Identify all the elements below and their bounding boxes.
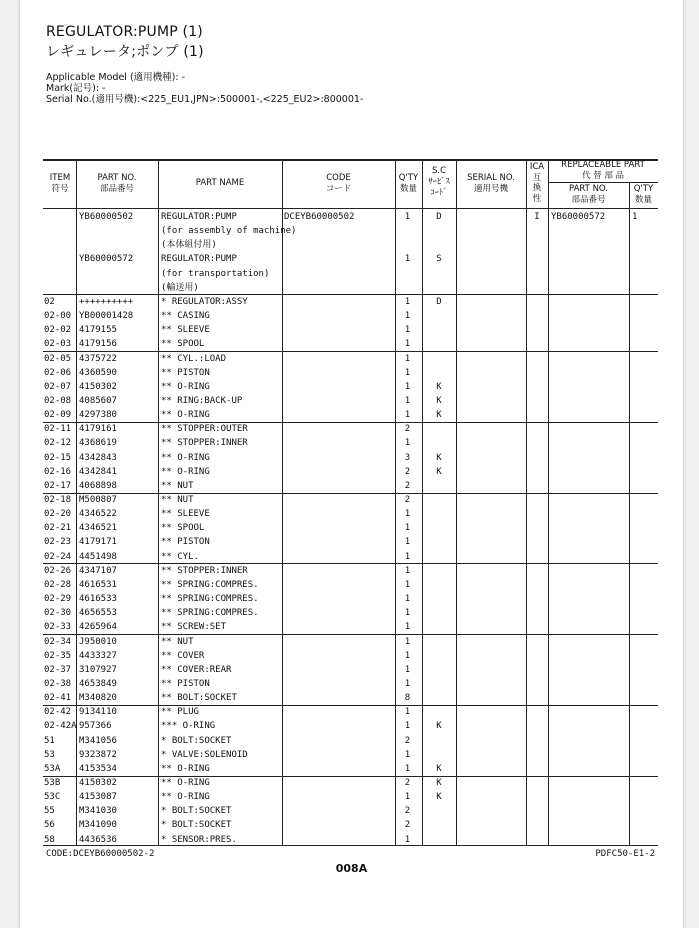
- part-name-cell: ** O-RING: [161, 381, 210, 392]
- part-no-cell: 4179155: [79, 325, 117, 336]
- part-name-cell: REGULATOR:PUMP: [161, 212, 237, 222]
- quantity-cell: 1: [404, 565, 411, 576]
- part-no-cell: 4068898: [79, 480, 117, 491]
- table-row: [20, 436, 683, 450]
- item-cell: 02-42A: [44, 721, 77, 732]
- service-code-cell: K: [436, 778, 442, 788]
- quantity-cell: 2: [404, 466, 411, 477]
- part-name-cell: ** STOPPER:INNER: [161, 438, 248, 449]
- table-row: [20, 309, 683, 323]
- table-row: [20, 422, 683, 436]
- item-cell: 02-37: [44, 664, 72, 675]
- part-no-cell: 4616533: [79, 594, 117, 605]
- part-name-cell: * VALVE:SOLENOID: [161, 749, 248, 760]
- header-code: CODE コード: [325, 173, 352, 194]
- part-name-cell: (for assembly of machine): [161, 226, 297, 237]
- part-no-cell: YB60000502: [79, 212, 134, 222]
- quantity-cell: 2: [404, 480, 411, 491]
- table-row: [20, 748, 683, 762]
- part-no-cell: 4179161: [79, 424, 117, 435]
- part-name-cell: ** NUT: [161, 636, 194, 647]
- part-name-cell: * BOLT:SOCKET: [161, 806, 232, 817]
- item-cell: 58: [44, 834, 55, 845]
- table-row: [20, 776, 683, 790]
- item-cell: 02-07: [44, 381, 72, 392]
- table-row: [20, 635, 683, 649]
- quantity-cell: 1: [404, 707, 411, 718]
- table-row: [20, 210, 683, 224]
- header-bottom-rule: [43, 208, 658, 209]
- quantity-cell: 1: [404, 254, 411, 265]
- replaceable-header-rule: [548, 182, 658, 183]
- item-cell: 55: [44, 806, 55, 817]
- mark: Mark(記号): -: [46, 83, 106, 94]
- part-no-cell: J950010: [79, 636, 117, 647]
- quantity-cell: 1: [404, 509, 411, 520]
- item-cell: 02-08: [44, 395, 72, 406]
- table-row: [20, 663, 683, 677]
- replaceable-qty-cell: 1: [632, 212, 638, 222]
- quantity-cell: 1: [404, 721, 411, 732]
- quantity-cell: 1: [404, 636, 411, 647]
- quantity-cell: 1: [404, 381, 411, 392]
- quantity-cell: 2: [404, 806, 411, 817]
- part-no-cell: 4179171: [79, 537, 117, 548]
- service-code-cell: K: [436, 792, 442, 803]
- part-no-cell: 4451498: [79, 551, 117, 562]
- table-row: [20, 451, 683, 465]
- item-cell: 02-15: [44, 452, 72, 463]
- document-page: [20, 0, 683, 928]
- item-cell: 02-29: [44, 594, 72, 605]
- part-no-cell: 4346522: [79, 509, 117, 520]
- applicable-model: Applicable Model (適用機種): -: [46, 72, 186, 83]
- quantity-cell: 2: [404, 495, 411, 505]
- item-cell: 53B: [44, 778, 61, 788]
- table-row: [20, 281, 683, 295]
- table-row: [20, 691, 683, 705]
- service-code-cell: K: [436, 763, 442, 774]
- table-row: [20, 790, 683, 804]
- table-row: [20, 465, 683, 479]
- part-name-cell: ** O-RING: [161, 792, 210, 803]
- table-row: [20, 224, 683, 238]
- quantity-cell: 1: [404, 664, 411, 675]
- part-no-cell: 4342841: [79, 466, 117, 477]
- part-no-cell: 4368619: [79, 438, 117, 449]
- item-cell: 02-18: [44, 495, 72, 505]
- part-name-cell: ** O-RING: [161, 778, 210, 788]
- item-cell: 02-24: [44, 551, 72, 562]
- service-code-cell: K: [436, 410, 442, 421]
- part-name-cell: ** SCREW:SET: [161, 622, 227, 633]
- table-row: [20, 578, 683, 592]
- table-row: [20, 295, 683, 309]
- item-cell: 02-42: [44, 707, 72, 718]
- replaceable-part-no-cell: YB60000572: [551, 212, 606, 222]
- part-no-cell: 4153534: [79, 763, 117, 774]
- item-cell: 02-00: [44, 311, 72, 322]
- table-row: [20, 564, 683, 578]
- part-name-cell: ** CASING: [161, 311, 210, 322]
- item-cell: 56: [44, 820, 55, 831]
- part-no-cell: 4656553: [79, 608, 117, 619]
- quantity-cell: 1: [404, 650, 411, 661]
- quantity-cell: 2: [404, 735, 411, 746]
- item-cell: 02-12: [44, 438, 72, 449]
- item-cell: 02-16: [44, 466, 72, 477]
- part-name-cell: ** O-RING: [161, 466, 210, 477]
- part-no-cell: 4360590: [79, 367, 117, 378]
- quantity-cell: 1: [404, 834, 411, 845]
- table-row: [20, 267, 683, 281]
- part-name-cell: * BOLT:SOCKET: [161, 735, 232, 746]
- item-cell: 02: [44, 296, 55, 307]
- quantity-cell: 1: [404, 395, 411, 406]
- quantity-cell: 1: [404, 749, 411, 760]
- title-japanese: レギュレータ;ポンプ (1): [46, 44, 204, 60]
- part-no-cell: M341030: [79, 806, 117, 817]
- service-code-cell: K: [436, 395, 442, 406]
- service-code-cell: D: [436, 296, 442, 307]
- service-code-cell: K: [436, 721, 442, 732]
- quantity-cell: 1: [404, 608, 411, 619]
- part-no-cell: 9134110: [79, 707, 117, 718]
- table-row: [20, 818, 683, 832]
- table-row: [20, 550, 683, 564]
- part-name-cell: ** O-RING: [161, 763, 210, 774]
- item-cell: 02-17: [44, 480, 72, 491]
- table-row: [20, 734, 683, 748]
- part-no-cell: 4436536: [79, 834, 117, 845]
- item-cell: 53A: [44, 763, 61, 774]
- part-no-cell: 4265964: [79, 622, 117, 633]
- part-name-cell: ** PLUG: [161, 707, 199, 718]
- part-name-cell: ** SPRING:COMPRES.: [161, 594, 259, 605]
- part-name-cell: REGULATOR:PUMP: [161, 254, 237, 265]
- interchangeability-cell: I: [534, 212, 540, 222]
- quantity-cell: 1: [404, 438, 411, 449]
- item-cell: 51: [44, 735, 55, 746]
- part-name-cell: (for transportation): [161, 268, 270, 279]
- part-no-cell: M341056: [79, 735, 117, 746]
- service-code-cell: K: [436, 452, 442, 463]
- footer-code: CODE:DCEYB60000502-2: [46, 849, 155, 859]
- item-cell: 02-05: [44, 353, 72, 364]
- table-row: [20, 649, 683, 663]
- table-row: [20, 606, 683, 620]
- part-name-cell: ** SPOOL: [161, 523, 205, 534]
- part-name-cell: ** NUT: [161, 495, 194, 505]
- quantity-cell: 2: [404, 424, 411, 435]
- header-part-name: PART NAME: [195, 178, 245, 188]
- header-service-code: S.C ｻｰﾋﾞｽ ｺｰﾄﾞ: [428, 166, 450, 198]
- title-english: REGULATOR:PUMP (1): [46, 24, 203, 40]
- quantity-cell: 1: [404, 537, 411, 548]
- table-row: [20, 521, 683, 535]
- part-name-cell: ** SPRING:COMPRES.: [161, 579, 259, 590]
- header-replaceable-part: REPLACEABLE PART 代 替 部 品: [561, 160, 645, 181]
- part-name-cell: ** COVER:REAR: [161, 664, 232, 675]
- part-name-cell: ** PISTON: [161, 678, 210, 689]
- part-name-cell: (本体組付用): [161, 240, 217, 251]
- part-no-cell: M340820: [79, 693, 117, 704]
- part-name-cell: ** O-RING: [161, 452, 210, 463]
- part-name-cell: (輸送用): [161, 282, 199, 293]
- part-name-cell: ** SPOOL: [161, 339, 205, 350]
- part-no-cell: 4153087: [79, 792, 117, 803]
- part-name-cell: ** SLEEVE: [161, 325, 210, 336]
- quantity-cell: 8: [404, 693, 411, 704]
- item-cell: 02-28: [44, 579, 72, 590]
- item-cell: 02-35: [44, 650, 72, 661]
- part-no-cell: 3107927: [79, 664, 117, 675]
- quantity-cell: 1: [404, 622, 411, 633]
- part-no-cell: 4085607: [79, 395, 117, 406]
- table-row: [20, 337, 683, 351]
- table-row: [20, 352, 683, 366]
- part-no-cell: 4179156: [79, 339, 117, 350]
- quantity-cell: 1: [404, 594, 411, 605]
- table-row: [20, 238, 683, 252]
- quantity-cell: 1: [404, 325, 411, 336]
- part-name-cell: ** SLEEVE: [161, 509, 210, 520]
- part-no-cell: 4347107: [79, 565, 117, 576]
- table-row: [20, 705, 683, 719]
- item-cell: 02-23: [44, 537, 72, 548]
- quantity-cell: 1: [404, 212, 411, 222]
- part-no-cell: 4653849: [79, 678, 117, 689]
- table-row: [20, 479, 683, 493]
- header-part-no: PART NO. 部品番号: [97, 173, 137, 194]
- quantity-cell: 1: [404, 339, 411, 350]
- part-no-cell: 4297380: [79, 410, 117, 421]
- part-no-cell: 4342843: [79, 452, 117, 463]
- table-row: [20, 408, 683, 422]
- quantity-cell: 1: [404, 792, 411, 803]
- quantity-cell: 3: [404, 452, 411, 463]
- quantity-cell: 1: [404, 678, 411, 689]
- serial-number: Serial No.(適用号機):<225_EU1,JPN>:500001-,<225_EU2>:800001-: [46, 94, 364, 105]
- item-cell: 02-41: [44, 693, 72, 704]
- quantity-cell: 1: [404, 579, 411, 590]
- header-replaceable-qty: Q'TY 数量: [633, 184, 654, 205]
- table-row: [20, 719, 683, 733]
- part-no-cell: 4375722: [79, 353, 117, 364]
- part-name-cell: * SENSOR:PRES.: [161, 834, 237, 845]
- part-no-cell: 9323872: [79, 749, 117, 760]
- quantity-cell: 1: [404, 353, 411, 364]
- table-row: [20, 380, 683, 394]
- table-row: [20, 833, 683, 847]
- header-interchangeability: ICA 互 換 性: [529, 162, 545, 204]
- code-cell: DCEYB60000502: [284, 212, 355, 222]
- part-name-cell: ** CYL.: [161, 551, 199, 562]
- part-no-cell: YB60000572: [79, 254, 134, 265]
- quantity-cell: 1: [404, 296, 411, 307]
- table-row: [20, 762, 683, 776]
- item-cell: 53: [44, 749, 55, 760]
- part-no-cell: ++++++++++: [79, 296, 134, 307]
- part-name-cell: ** CYL.:LOAD: [161, 353, 227, 364]
- part-name-cell: ** PISTON: [161, 367, 210, 378]
- item-cell: 02-34: [44, 636, 72, 647]
- service-code-cell: D: [436, 212, 442, 222]
- part-no-cell: M341090: [79, 820, 117, 831]
- table-row: [20, 804, 683, 818]
- item-cell: 02-21: [44, 523, 72, 534]
- item-cell: 02-03: [44, 339, 72, 350]
- part-no-cell: 4150302: [79, 381, 117, 392]
- service-code-cell: S: [436, 254, 442, 265]
- quantity-cell: 2: [404, 778, 411, 788]
- part-no-cell: 4433327: [79, 650, 117, 661]
- part-no-cell: 4616531: [79, 579, 117, 590]
- part-name-cell: ** RING:BACK-UP: [161, 395, 243, 406]
- table-row: [20, 592, 683, 606]
- quantity-cell: 1: [404, 311, 411, 322]
- part-name-cell: ** STOPPER:OUTER: [161, 424, 248, 435]
- item-cell: 02-30: [44, 608, 72, 619]
- table-row: [20, 493, 683, 507]
- service-code-cell: K: [436, 381, 442, 392]
- part-name-cell: ** COVER: [161, 650, 205, 661]
- item-cell: 02-26: [44, 565, 72, 576]
- table-row: [20, 366, 683, 380]
- item-cell: 02-11: [44, 424, 72, 435]
- quantity-cell: 1: [404, 410, 411, 421]
- footer-page-ref: PDFC50-E1-2: [595, 849, 655, 859]
- quantity-cell: 1: [404, 551, 411, 562]
- item-cell: 02-38: [44, 678, 72, 689]
- part-no-cell: M500807: [79, 495, 117, 505]
- quantity-cell: 2: [404, 820, 411, 831]
- part-name-cell: *** O-RING: [161, 721, 216, 732]
- header-qty: Q'TY 数量: [398, 173, 419, 194]
- table-row: [20, 507, 683, 521]
- part-name-cell: ** NUT: [161, 480, 194, 491]
- part-name-cell: ** SPRING:COMPRES.: [161, 608, 259, 619]
- item-cell: 02-09: [44, 410, 72, 421]
- item-cell: 02-20: [44, 509, 72, 520]
- header-item: ITEM 符号: [49, 173, 71, 194]
- item-cell: 02-33: [44, 622, 72, 633]
- part-name-cell: ** O-RING: [161, 410, 210, 421]
- table-row: [20, 677, 683, 691]
- table-row: [20, 323, 683, 337]
- part-no-cell: 4346521: [79, 523, 117, 534]
- part-no-cell: YB00001428: [79, 311, 134, 322]
- service-code-cell: K: [436, 466, 442, 477]
- table-row: [20, 535, 683, 549]
- quantity-cell: 1: [404, 763, 411, 774]
- item-cell: 02-02: [44, 325, 72, 336]
- header-serial-no: SERIAL NO. 適用号機: [467, 173, 515, 194]
- table-row: [20, 620, 683, 634]
- item-cell: 53C: [44, 792, 61, 803]
- header-replaceable-part-no: PART NO. 部品番号: [569, 184, 608, 205]
- part-name-cell: ** PISTON: [161, 537, 210, 548]
- item-cell: 02-06: [44, 367, 72, 378]
- part-no-cell: 957366: [79, 721, 112, 732]
- quantity-cell: 1: [404, 523, 411, 534]
- part-name-cell: ** STOPPER:INNER: [161, 565, 248, 576]
- table-row: [20, 252, 683, 266]
- part-name-cell: * BOLT:SOCKET: [161, 820, 232, 831]
- footer-page-id: 008A: [335, 862, 368, 875]
- part-name-cell: * REGULATOR:ASSY: [161, 296, 248, 307]
- part-name-cell: ** BOLT:SOCKET: [161, 693, 237, 704]
- table-row: [20, 394, 683, 408]
- part-no-cell: 4150302: [79, 778, 117, 788]
- quantity-cell: 1: [404, 367, 411, 378]
